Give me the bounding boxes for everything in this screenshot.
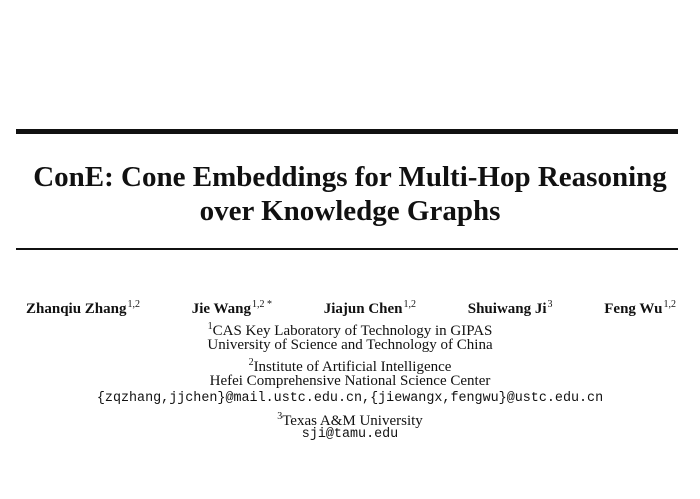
author-shuiwang-ji bbox=[468, 296, 553, 318]
author-feng-wu bbox=[604, 296, 676, 318]
author-affiliation-mark: 1,2 bbox=[127, 299, 140, 310]
affiliation-3-line-1: $^3$Texas A&M University bbox=[277, 411, 423, 429]
author-jie-wang bbox=[192, 296, 272, 318]
affiliation-block bbox=[0, 318, 700, 444]
title-rule bbox=[16, 248, 678, 250]
affiliation-mark: 3 bbox=[277, 411, 283, 422]
affiliation-mark: 1 bbox=[207, 321, 213, 332]
affiliation-2-line-1: $^2$Institute of Artificial Intelligence bbox=[248, 357, 452, 375]
author-name: Shuiwang Ji bbox=[467, 301, 547, 317]
affiliation-1-line-1: $^1$CAS Key Laboratory of Technology in GIPAS bbox=[207, 321, 493, 339]
top-rule bbox=[16, 129, 678, 134]
author-list bbox=[26, 296, 676, 318]
author-name: Zhanqiu Zhang bbox=[26, 301, 127, 317]
affiliation-2-line-2: Hefei Comprehensive National Science Center bbox=[209, 373, 491, 389]
affiliation-1-line-2: University of Science and Technology of China bbox=[207, 337, 493, 353]
title-line-2: over Knowledge Graphs bbox=[199, 195, 501, 227]
author-name: Jie Wang bbox=[191, 301, 252, 317]
email-tamu: sji@tamu.edu bbox=[301, 427, 399, 442]
author-name: Jiajun Chen bbox=[323, 301, 403, 317]
author-affiliation-mark: 3 bbox=[547, 299, 553, 310]
paper-title bbox=[0, 160, 700, 228]
author-affiliation-mark: 1,2 * bbox=[252, 299, 273, 310]
title-line-1: ConE: Cone Embeddings for Multi-Hop Reasoning bbox=[33, 161, 667, 193]
affiliation-mark: 2 bbox=[248, 357, 254, 368]
author-name: Feng Wu bbox=[604, 301, 663, 317]
author-jiajun-chen bbox=[324, 296, 416, 318]
author-zhanqiu-zhang bbox=[26, 296, 140, 318]
email-ustc: {zqzhang,jjchen}@mail.ustc.edu.cn,{jiewangx,fengwu}@ustc.edu.cn bbox=[96, 391, 604, 406]
author-affiliation-mark: 1,2 bbox=[663, 299, 676, 310]
author-affiliation-mark: 1,2 bbox=[403, 299, 417, 310]
